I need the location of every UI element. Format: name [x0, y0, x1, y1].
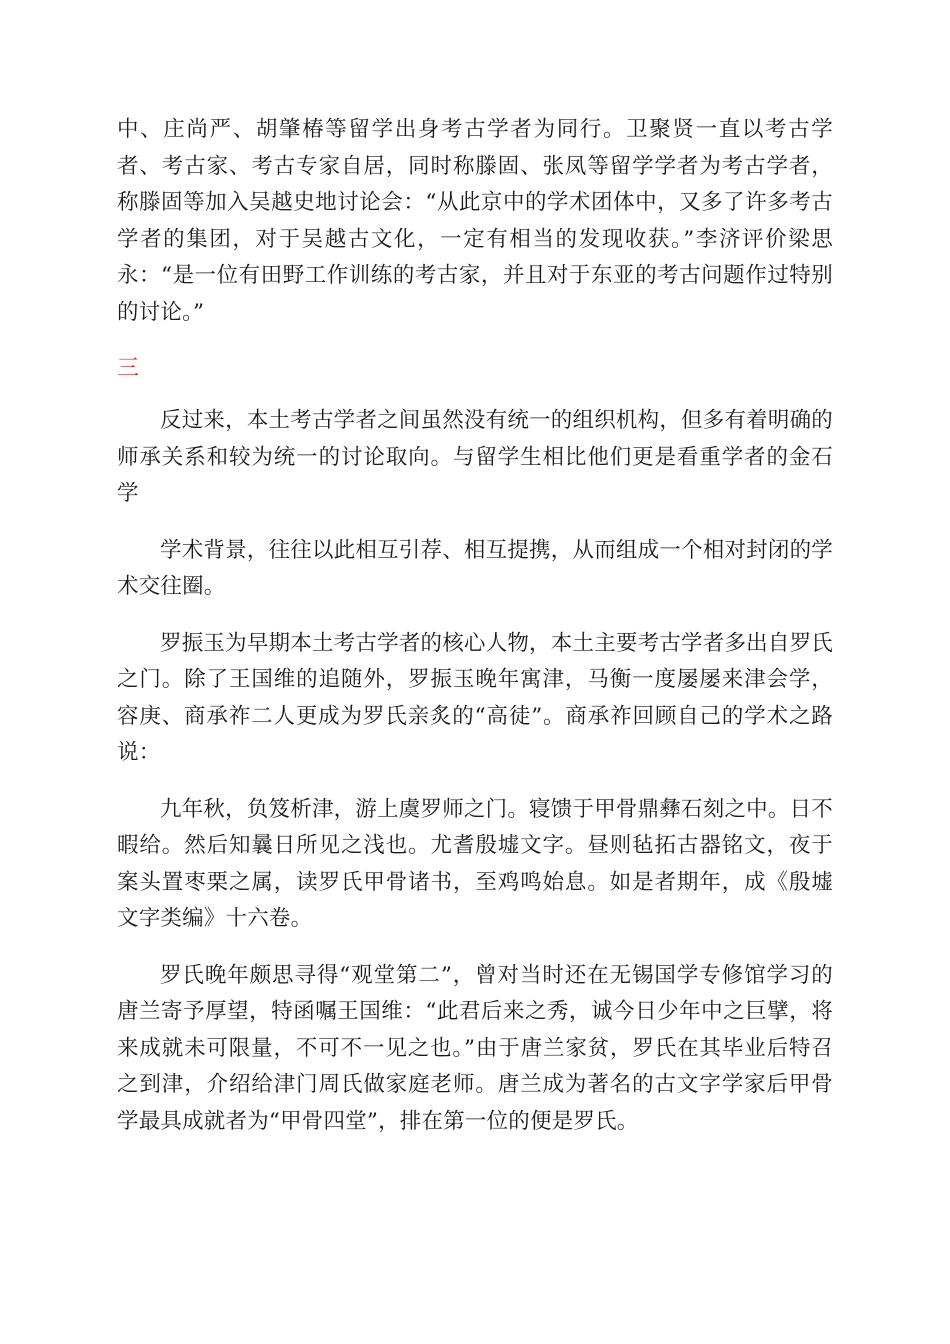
section-heading: 三 [117, 356, 140, 381]
paragraph: 罗振玉为早期本土考古学者的核心人物，本土主要考古学者多出自罗氏之门。除了王国维的追随外，罗振玉晚年寓津，马衡一度屡屡来津会学，容庚、商承祚二人更成为罗氏亲炙的“高徒”。商承祚回顾自己的学术之路说： [117, 630, 833, 765]
paragraph-continued: 中、庄尚严、胡肇椿等留学出身考古学者为同行。卫聚贤一直以考古学者、考古家、考古专家自居，同时称滕固、张凤等留学学者为考古学者，称滕固等加入吴越史地讨论会：“从此京中的学术团体中，又多了许多考古学者的集团，对于吴越古文化，一定有相当的发现收获。”李济评价梁思永：“是一位有田野工作训练的考古家，并且对于东亚的考古问题作过特别的讨论。” [117, 117, 833, 325]
paragraph: 反过来，本土考古学者之间虽然没有统一的组织机构，但多有着明确的师承关系和较为统一的讨论取向。与留学生相比他们更是看重学者的金石学 [117, 408, 833, 506]
document-body [117, 112, 833, 1160]
paragraph: 学术背景，往往以此相互引荐、相互提携，从而组成一个相对封闭的学术交往圈。 [117, 537, 833, 599]
block-quote: 九年秋，负笈析津，游上虞罗师之门。寝馈于甲骨鼎彝石刻之中。日不暇给。然后知曩日所见之浅也。尤耆殷墟文字。昼则毡拓古器铭文，夜于案头置枣栗之属，读罗氏甲骨诸书，至鸡鸣始息。如是者期年，成《殷墟文字类编》十六卷。 [117, 796, 833, 931]
paragraph: 罗氏晚年颇思寻得“观堂第二”，曾对当时还在无锡国学专修馆学习的唐兰寄予厚望，特函嘱王国维：“此君后来之秀，诚今日少年中之巨擘，将来成就未可限量，不可不一见之也。”由于唐兰家贫，罗氏在其毕业后特召之到津，介绍给津门周氏做家庭老师。唐兰成为著名的古文字学家后甲骨学最具成就者为“甲骨四堂”，排在第一位的便是罗氏。 [117, 962, 833, 1134]
